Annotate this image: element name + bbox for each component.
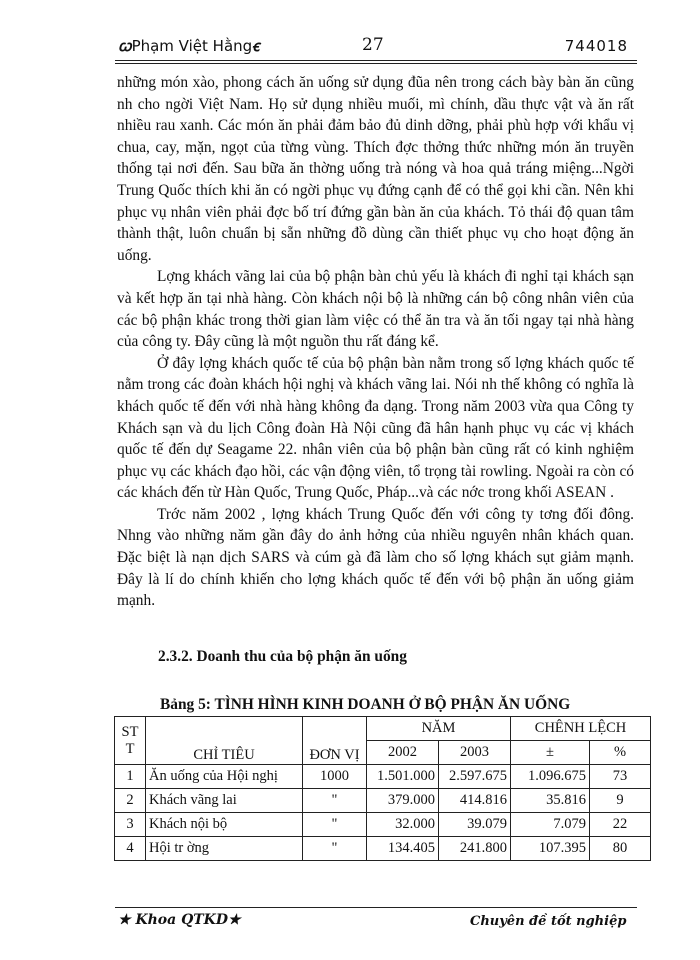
body-text: [117, 72, 634, 612]
header-rule: [115, 60, 637, 61]
star-icon: ★: [118, 912, 131, 928]
section-title: 2.3.2. Doanh thu của bộ phận ăn uống: [158, 648, 407, 665]
table-row: 1 Ăn uống của Hội nghị 1000 1.501.000 2.597.675 1.096.675 73: [115, 765, 651, 789]
header-2002: 2002: [367, 741, 439, 765]
header-rule-thin: [115, 63, 637, 64]
header-chi-tieu: CHỈ TIÊU: [146, 717, 303, 765]
table-header-row: [115, 717, 651, 741]
page-header: [118, 36, 630, 58]
document-code: 744018: [564, 37, 628, 55]
header-2003: 2003: [439, 741, 511, 765]
ornament-right-icon: ꞓ: [252, 37, 260, 55]
author-name: ꞷPhạm Việt Hằngꞓ: [118, 37, 260, 55]
header-percent: %: [590, 741, 651, 765]
paragraph-2: Lợng khách vãng lai của bộ phận bàn chủ yếu là khách đi nghỉ tại khách sạn và kết hợp ăn tại nhà hàng. Còn khách nội bộ là những cán bộ công nhân viên của các bộ phận khác trong thời gian làm việc có thể ăn tra và ăn tối ngay tại nhà hàng của công ty. Đây cũng là một nguồn thu rất đáng kể.: [117, 268, 634, 351]
paragraph-4: Trớc năm 2002 , lợng khách Trung Quốc đến với công ty tơng đối đông. Nhng vào những năm gần đây do ảnh hởng của nhiều nguyên nhân khách quan. Đặc biệt là nạn dịch SARS và cúm gà đã làm cho số lợng khách sụt giảm mạnh. Đây là lí do chính khiến cho lợng khách quốc tế đến với bộ phận ăn uống giảm mạnh.: [117, 505, 634, 610]
header-plus-minus: ±: [511, 741, 590, 765]
table-row: 3 Khách nội bộ " 32.000 39.079 7.079 22: [115, 813, 651, 837]
header-don-vi: ĐƠN VỊ: [303, 717, 367, 765]
header-stt: ST T: [115, 717, 146, 765]
footer-department: ★ Khoa QTKD★: [118, 912, 241, 928]
table-row: 2 Khách vãng lai " 379.000 414.816 35.816 9: [115, 789, 651, 813]
footer-rule: [115, 907, 637, 908]
table-title: Bảng 5: TÌNH HÌNH KINH DOANH Ở BỘ PHẬN ĂN UỐNG: [160, 696, 571, 713]
paragraph-1: những món xào, phong cách ăn uống sử dụng đũa nên trong cách bày bàn ăn cũng nh cho ngời Việt Nam. Họ sử dụng nhiều muối, mì chính, dầu thực vật và ăn rất nhiều rau xanh. Các món ăn phải đảm bảo đủ dinh dỡng, phải phù hợp với khẩu vị chua, cay, mặn, ngọt của từng vùng. Thích đợc thởng thức những món ăn truyền thống tại nơi đến. Sau bữa ăn thờng uống trà nóng và hoa quả tráng miệng...Ngời Trung Quốc thích khi ăn có ngời phục vụ đứng cạnh để có thể gọi khi cần. Nên khi phục vụ nhân viên phải đợc bố trí đứng gần bàn ăn của khách. Tỏ thái độ quan tâm thành thật, luôn chuẩn bị sẵn những đồ dùng cần thiết phục vụ cho hoạt động ăn uống.: [117, 74, 634, 264]
header-chenh-lech: CHÊNH LỆCH: [511, 717, 651, 741]
page-number: 27: [362, 35, 384, 55]
star-icon: ★: [228, 912, 241, 928]
table-row: 4 Hội tr ờng " 134.405 241.800 107.395 80: [115, 837, 651, 861]
business-table: [114, 716, 651, 861]
ornament-left-icon: ꞷ: [118, 37, 132, 55]
footer-thesis-label: Chuyên đề tốt nghiệp: [470, 914, 627, 929]
header-nam: NĂM: [367, 717, 511, 741]
paragraph-3: Ở đây lợng khách quốc tế của bộ phận bàn nằm trong số lợng khách quốc tế nằm trong các đoàn khách hội nghị và khách vãng lai. Nói nh thế không có nghĩa là khách quốc tế đến với nhà hàng không đa dạng. Trong năm 2003 vừa qua Công ty Khách sạn và du lịch Công đoàn Hà Nội cũng đã hân hạnh phục vụ các vị khách quốc tế đến dự Seagame 22. nhân viên của bộ phận bàn cũng rất có kinh nghiệm phục vụ các khách đạo hồi, các vận động viên, tổ trọng tài rowling. Ngoài ra còn có các khách đến từ Hàn Quốc, Trung Quốc, Pháp...và các nớc trong khối ASEAN .: [117, 354, 634, 502]
